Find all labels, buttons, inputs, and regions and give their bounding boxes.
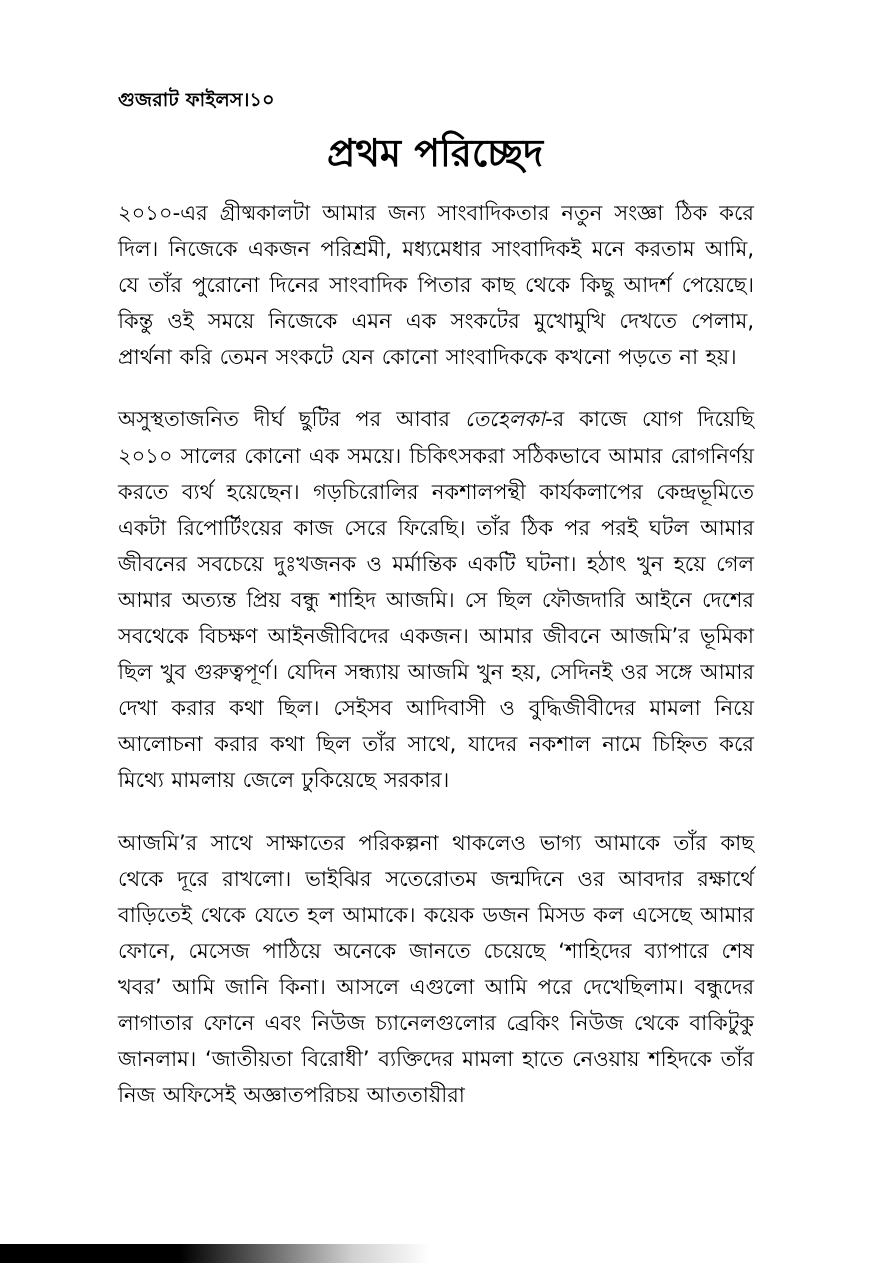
magazine-name: তেহেলকা bbox=[464, 407, 546, 432]
paragraph-3: আজমি’র সাথে সাক্ষাতের পরিকল্পনা থাকলেও ভাগ্য আমাকে তাঁর কাছ থেকে দূরে রাখলো। ভাইঝির সতেরোতম জন্মদিনে ওর আবদার রক্ষার্থে বাড়িতেই থেকে যেতে হল আমাকে। কয়েক ডজন মিসড কল এসেছে আমার ফোনে, মেসেজ পাঠিয়ে অনেকে জানতে চেয়েছে ‘শাহিদের ব্যাপারে শেষ খবর’ আমি জানি কিনা। আসলে এগুলো আমি পরে দেখেছিলাম। বন্ধুদের লাগাতার ফোনে এবং নিউজ চ্যানেলগুলোর ব্রেকিং নিউজ থেকে বাকিটুকু জানলাম। ‘জাতীয়তা বিরোধী’ ব্যক্তিদের মামলা হাতে নেওয়ায় শহিদকে তাঁর নিজ অফিসেই অজ্ঞাতপরিচয় আততায়ীরা bbox=[118, 830, 754, 1108]
paragraph-2-lead: অসুস্থতাজনিত দীর্ঘ ছুটির পর আবার bbox=[118, 407, 465, 432]
paragraph-2 bbox=[118, 401, 754, 798]
body-text bbox=[118, 195, 754, 1139]
chapter-title: প্রথম পরিচ্ছেদ bbox=[326, 131, 544, 175]
running-header: গুজরাট ফাইলস।১০ bbox=[118, 89, 275, 111]
page-footer-bar bbox=[0, 1244, 430, 1263]
paragraph-2-rest: -র কাজে যোগ দিয়েছি ২০১০ সালের কোনো এক সময়ে। চিকিৎসকরা সঠিকভাবে আমার রোগনির্ণয় করতে ব্যর্থ হয়েছেন। গড়চিরোলির নকশালপন্থী কার্যকলাপের কেন্দ্রভূমিতে একটা রিপোর্টিংয়ের কাজ সেরে ফিরেছি। তাঁর ঠিক পর পরই ঘটল আমার জীবনের সবচেয়ে দুঃখজনক ও মর্মান্তিক একটি ঘটনা। হঠাৎ খুন হয়ে গেল আমার অত্যন্ত প্রিয় বন্ধু শাহিদ আজমি। সে ছিল ফৌজদারি আইনে দেশের সবথেকে বিচক্ষণ আইনজীবিদের একজন। আমার জীবনে আজমি’র ভূমিকা ছিল খুব গুরুত্বপূর্ণ। যেদিন সন্ধ্যায় আজমি খুন হয়, সেদিনই ওর সঙ্গে আমার দেখা করার কথা ছিল। সেইসব আদিবাসী ও বুদ্ধিজীবীদের মামলা নিয়ে আলোচনা করার কথা ছিল তাঁর সাথে, যাদের নকশাল নামে চিহ্নিত করে মিথ্যে মামলায় জেলে ঢুকিয়েছে সরকার। bbox=[118, 407, 755, 793]
paragraph-1: ২০১০-এর গ্রীষ্মকালটা আমার জন্য সাংবাদিকতার নতুন সংজ্ঞা ঠিক করে দিল। নিজেকে একজন পরিশ্রমী, মধ্যমেধার সাংবাদিকই মনে করতাম আমি, যে তাঁর পুরোনো দিনের সাংবাদিক পিতার কাছ থেকে কিছু আদর্শ পেয়েছে। কিন্তু ওই সময়ে নিজেকে এমন এক সংকটের মুখোমুখি দেখতে পেলাম, প্রার্থনা করি তেমন সংকটে যেন কোনো সাংবাদিককে কখনো পড়তে না হয়। bbox=[118, 201, 754, 370]
